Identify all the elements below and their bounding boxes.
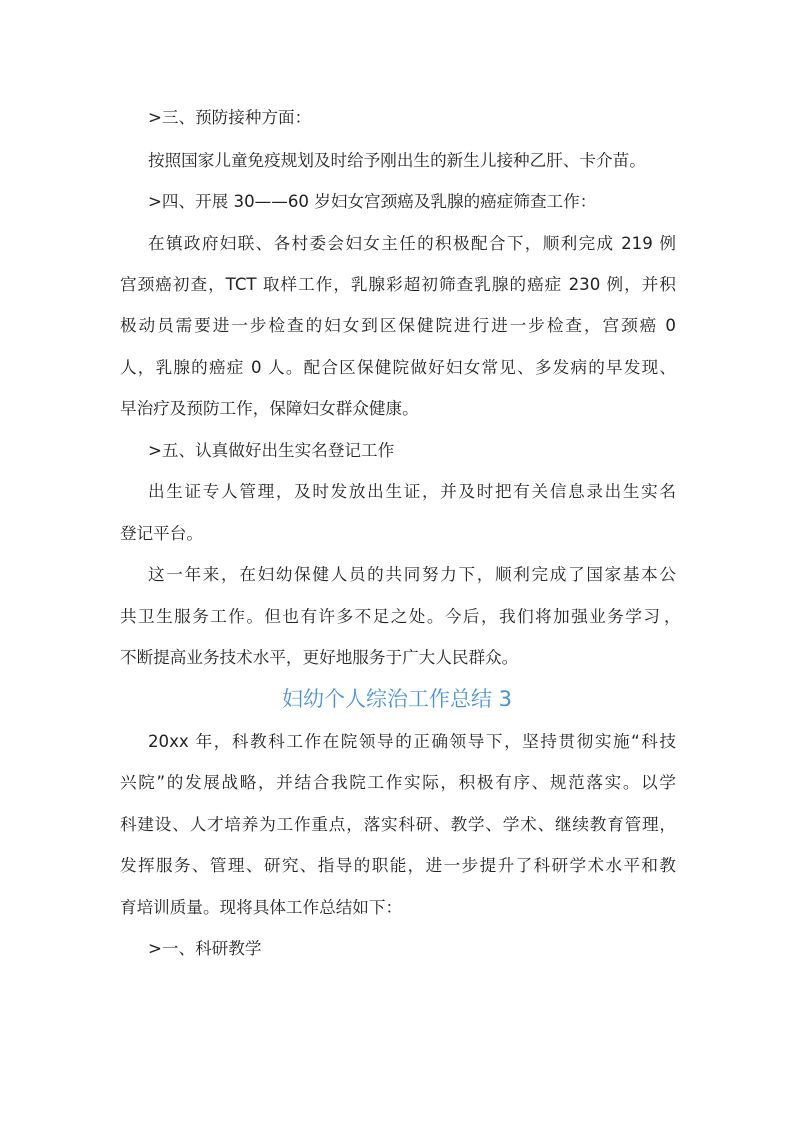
paragraph-line: 在镇政府妇联、各村委会妇女主任的积极配合下，顺利完成 219 例 — [148, 234, 676, 253]
paragraph-line: 极动员需要进一步检查的妇女到区保健院进行进一步检查，宫颈癌 0 — [120, 316, 676, 335]
section-title: 妇幼个人综治工作总结 3 — [281, 687, 513, 711]
paragraph-line: 不断提高业务技术水平，更好地服务于广大人民群众。 — [120, 648, 519, 667]
section-heading-birth-registration: >五、认真做好出生实名登记工作 — [148, 441, 395, 460]
paragraph-line: 科建设、人才培养为工作重点，落实科研、教学、学术、继续教育管理， — [120, 815, 676, 834]
section-heading-cancer-screening: >四、开展 30——60 岁妇女宫颈癌及乳腺的癌症筛查工作： — [148, 192, 597, 211]
paragraph-line: 按照国家儿童免疫规划及时给予刚出生的新生儿接种乙肝、卡介苗。 — [148, 151, 646, 170]
paragraph-line: 20xx 年，科教科工作在院领导的正确领导下，坚持贯彻实施“科技 — [148, 732, 676, 751]
paragraph-line: 兴院”的发展战略，并结合我院工作实际，积极有序、规范落实。以学 — [120, 773, 676, 792]
paragraph-line: 人，乳腺的癌症 0 人。配合区保健院做好妇女常见、多发病的早发现、 — [120, 358, 676, 377]
paragraph-line: 育培训质量。现将具体工作总结如下： — [120, 898, 403, 917]
paragraph-line: 共卫生服务工作。但也有许多不足之处。今后，我们将加强业务学习 — [120, 607, 660, 626]
paragraph-line: 登记平台。 — [120, 524, 203, 543]
paragraph-line-trailing-comma: ， — [664, 607, 681, 626]
paragraph-line: 出生证专人管理，及时发放出生证，并及时把有关信息录出生实名 — [148, 482, 676, 501]
paragraph-line: 宫颈癌初查，TCT 取样工作，乳腺彩超初筛查乳腺的癌症 230 例，并积 — [120, 275, 676, 294]
section-heading-vaccination: >三、预防接种方面： — [148, 108, 312, 127]
paragraph-line: 早治疗及预防工作，保障妇女群众健康。 — [120, 399, 419, 418]
paragraph-line: 发挥服务、管理、研究、指导的职能，进一步提升了科研学术水平和教 — [120, 856, 676, 875]
paragraph-line: 这一年来，在妇幼保健人员的共同努力下，顺利完成了国家基本公 — [148, 565, 676, 584]
section-heading-research-teaching: >一、科研教学 — [148, 939, 262, 958]
